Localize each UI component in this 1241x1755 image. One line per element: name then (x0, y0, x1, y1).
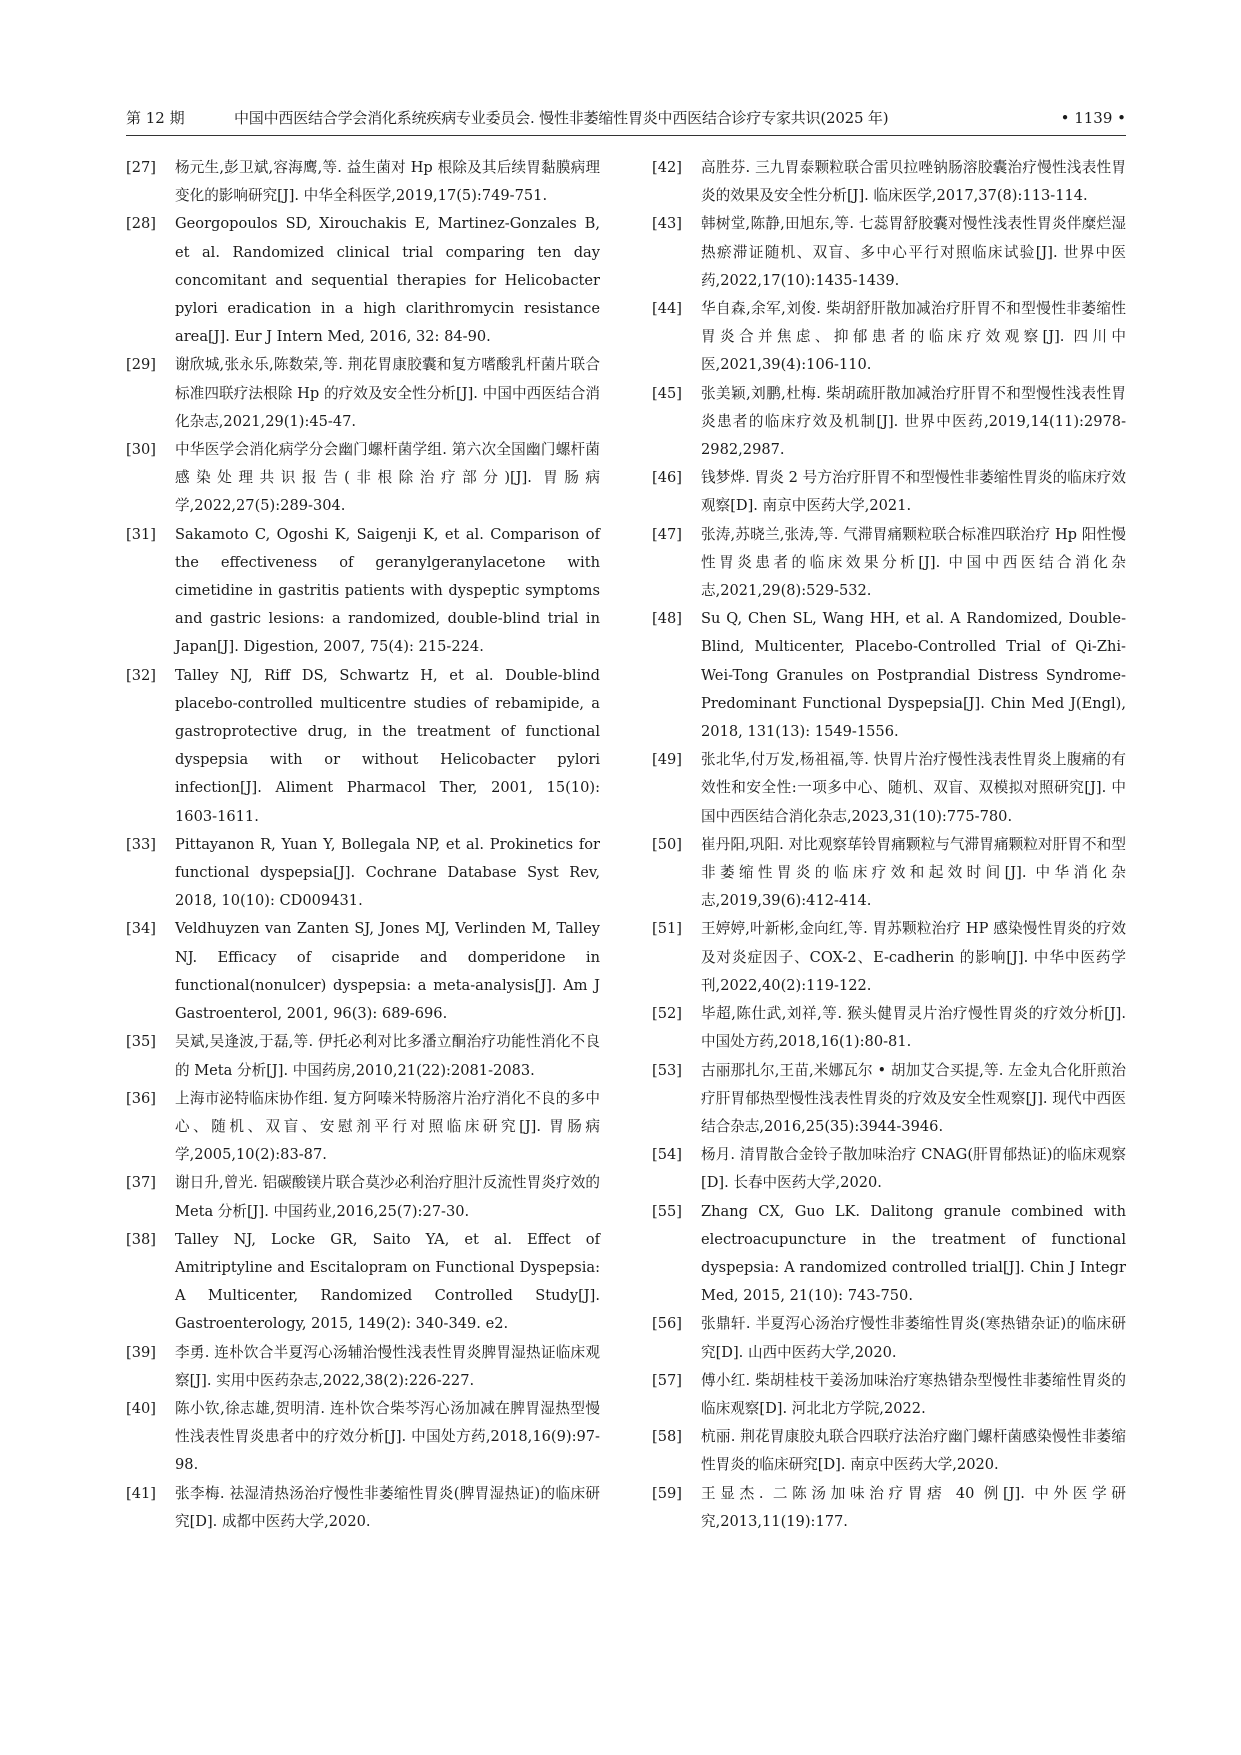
reference-entry (126, 436, 600, 521)
reference-number: [50] (652, 835, 682, 853)
reference-number: [37] (126, 1174, 156, 1192)
reference-number: [46] (652, 469, 682, 487)
reference-entry (652, 1480, 1126, 1536)
reference-entry (652, 915, 1126, 1000)
reference-text: 韩树堂,陈静,田旭东,等. 七蕊胃舒胶囊对慢性浅表性胃炎伴糜烂湿热瘀滞证随机、双盲、多中心平行对照临床试验[J]. 世界中医药,2022,17(10):1435-1439. (701, 215, 1126, 289)
references-column-right (652, 154, 1126, 1536)
reference-text: 杨月. 清胃散合金铃子散加味治疗 CNAG(肝胃郁热证)的临床观察[D]. 长春中医药大学,2020. (701, 1146, 1126, 1192)
reference-number: [38] (126, 1230, 156, 1248)
issue-number: 第 12 期 (126, 109, 185, 127)
reference-entry (652, 1367, 1126, 1423)
reference-text: 王婷婷,叶新彬,金向红,等. 胃苏颗粒治疗 HP 感染慢性胃炎的疗效及对炎症因子、COX-2、E-cadherin 的影响[J]. 中华中医药学刊,2022,40(2):119-122. (701, 920, 1126, 994)
reference-number: [48] (652, 610, 682, 628)
reference-text: 张李梅. 祛湿清热汤治疗慢性非萎缩性胃炎(脾胃湿热证)的临床研究[D]. 成都中医药大学,2020. (175, 1484, 600, 1530)
reference-text: 谢欣城,张永乐,陈数荣,等. 荆花胃康胶囊和复方嗜酸乳杆菌片联合标准四联疗法根除 Hp 的疗效及安全性分析[J]. 中国中西医结合消化杂志,2021,29(1):45-47. (175, 356, 600, 430)
reference-text: Veldhuyzen van Zanten SJ, Jones MJ, Verlinden M, Talley NJ. Efficacy of cisapride and domperidone in functional(nonulcer) dyspepsia: a meta-analysis[J]. Am J Gastroenterol, 2001, 96(3): 689-696. (175, 920, 600, 1023)
reference-number: [30] (126, 441, 156, 459)
reference-number: [45] (652, 384, 682, 402)
reference-text: 毕超,陈仕武,刘祥,等. 猴头健胃灵片治疗慢性胃炎的疗效分析[J]. 中国处方药,2018,16(1):80-81. (701, 1005, 1126, 1051)
reference-text: Talley NJ, Locke GR, Saito YA, et al. Effect of Amitriptyline and Escitalopram on Functional Dyspepsia: A Multicenter, Randomized Controlled Study[J]. Gastroenterology, 2015, 149(2): 340-349. e2. (175, 1230, 600, 1333)
reference-entry (126, 1169, 600, 1225)
reference-number: [44] (652, 300, 682, 318)
reference-text: 上海市泌特临床协作组. 复方阿嗪米特肠溶片治疗消化不良的多中心、随机、双盲、安慰剂平行对照临床研究[J]. 胃肠病学,2005,10(2):83-87. (175, 1089, 600, 1164)
reference-number: [42] (652, 159, 682, 176)
reference-entry (126, 1395, 600, 1480)
reference-text: Su Q, Chen SL, Wang HH, et al. A Randomized, Double-Blind, Multicenter, Placebo-Controlled Trial of Qi-Zhi-Wei-Tong Granules on Postprandial Distress Syndrome-Predominant Functional Dyspepsia[J]. Chin Med J(Engl), 2018, 131(13): 1549-1556. (701, 610, 1126, 741)
reference-number: [41] (126, 1484, 156, 1502)
reference-text: 张涛,苏晓兰,张涛,等. 气滞胃痛颗粒联合标准四联治疗 Hp 阳性慢性胃炎患者的临床效果分析[J]. 中国中西医结合消化杂志,2021,29(8):529-532. (701, 525, 1126, 600)
reference-text: 杨元生,彭卫斌,容海鹰,等. 益生菌对 Hp 根除及其后续胃黏膜病理变化的影响研究[J]. 中华全科医学,2019,17(5):749-751. (175, 159, 600, 205)
reference-entry (652, 831, 1126, 916)
reference-entry (126, 915, 600, 1028)
reference-number: [57] (652, 1371, 682, 1389)
reference-number: [36] (126, 1089, 156, 1107)
reference-entry (652, 1141, 1126, 1197)
reference-entry (652, 1000, 1126, 1056)
reference-entry (126, 210, 600, 351)
running-title: 中国中西医结合学会消化系统疾病专业委员会. 慢性非萎缩性胃炎中西医结合诊疗专家共识(2025 年) (234, 109, 889, 127)
reference-entry (126, 1339, 600, 1395)
reference-text: 钱梦烨. 胃炎 2 号方治疗肝胃不和型慢性非萎缩性胃炎的临床疗效观察[D]. 南京中医药大学,2021. (701, 469, 1126, 515)
reference-entry (652, 1198, 1126, 1311)
reference-number: [35] (126, 1033, 156, 1051)
reference-number: [39] (126, 1343, 156, 1361)
reference-text: 华自森,余军,刘俊. 柴胡舒肝散加减治疗肝胃不和型慢性非萎缩性胃炎合并焦虑、抑郁患者的临床疗效观察[J]. 四川中医,2021,39(4):106-110. (701, 300, 1126, 374)
reference-number: [28] (126, 215, 156, 233)
reference-text: 古丽那扎尔,王苗,米娜瓦尔 • 胡加艾合买提,等. 左金丸合化肝煎治疗肝胃郁热型慢性浅表性胃炎的疗效及安全性观察[J]. 现代中西医结合杂志,2016,25(35):3944-3946. (701, 1061, 1126, 1135)
reference-text: 张鼎轩. 半夏泻心汤治疗慢性非萎缩性胃炎(寒热错杂证)的临床研究[D]. 山西中医药大学,2020. (701, 1315, 1126, 1361)
reference-entry (652, 521, 1126, 606)
reference-number: [51] (652, 920, 682, 938)
reference-entry (126, 154, 600, 210)
reference-entry (652, 210, 1126, 295)
reference-text: 吴斌,吴逢波,于磊,等. 伊托必利对比多潘立酮治疗功能性消化不良的 Meta 分析[J]. 中国药房,2010,21(22):2081-2083. (175, 1033, 600, 1079)
header-rule (126, 135, 1126, 136)
reference-number: [58] (652, 1428, 682, 1446)
reference-number: [53] (652, 1061, 682, 1079)
reference-text: Georgopoulos SD, Xirouchakis E, Martinez-Gonzales B, et al. Randomized clinical trial comparing ten day concomitant and sequential therapies for Helicobacter pylori eradication in a high clarithromycin resistance area[J]. Eur J Intern Med, 2016, 32: 84-90. (175, 215, 600, 346)
reference-text: 中华医学会消化病学分会幽门螺杆菌学组. 第六次全国幽门螺杆菌感染处理共识报告(非根除治疗部分)[J]. 胃肠病学,2022,27(5):289-304. (175, 441, 600, 515)
reference-entry (652, 1057, 1126, 1142)
reference-text: 张北华,付万发,杨祖福,等. 快胃片治疗慢性浅表性胃炎上腹痛的有效性和安全性:一项多中心、随机、双盲、双模拟对照研究[J]. 中国中西医结合消化杂志,2023,31(10):775-780. (701, 751, 1126, 825)
reference-entry (652, 380, 1126, 465)
reference-entry (126, 1480, 600, 1536)
reference-number: [31] (126, 525, 156, 543)
reference-number: [34] (126, 920, 156, 938)
reference-entry (126, 1085, 600, 1170)
reference-number: [52] (652, 1005, 682, 1023)
reference-entry (126, 351, 600, 436)
reference-number: [43] (652, 215, 682, 233)
reference-text: 张美颖,刘鹏,杜梅. 柴胡疏肝散加减治疗肝胃不和型慢性浅表性胃炎患者的临床疗效及机制[J]. 世界中医药,2019,14(11):2978-2982,2987. (701, 384, 1126, 459)
reference-text: 谢日升,曾光. 铝碳酸镁片联合莫沙必利治疗胆汁反流性胃炎疗效的 Meta 分析[J]. 中国药业,2016,25(7):27-30. (175, 1174, 600, 1220)
reference-number: [55] (652, 1202, 682, 1220)
reference-entry (126, 521, 600, 662)
reference-entry (126, 1226, 600, 1339)
reference-text: 陈小钦,徐志雄,贺明清. 连朴饮合柴芩泻心汤加减在脾胃湿热型慢性浅表性胃炎患者中的疗效分析[J]. 中国处方药,2018,16(9):97-98. (175, 1399, 600, 1474)
reference-text: 李勇. 连朴饮合半夏泻心汤辅治慢性浅表性胃炎脾胃湿热证临床观察[J]. 实用中医药杂志,2022,38(2):226-227. (175, 1343, 600, 1389)
reference-text: 杭丽. 荆花胃康胶丸联合四联疗法治疗幽门螺杆菌感染慢性非萎缩性胃炎的临床研究[D]. 南京中医药大学,2020. (701, 1428, 1126, 1474)
reference-number: [59] (652, 1484, 682, 1502)
reference-entry (652, 605, 1126, 746)
running-header (126, 104, 1126, 132)
reference-number: [40] (126, 1399, 156, 1417)
reference-number: [32] (126, 666, 156, 684)
reference-text: 高胜芬. 三九胃泰颗粒联合雷贝拉唑钠肠溶胶囊治疗慢性浅表性胃炎的效果及安全性分析[J]. 临床医学,2017,37(8):113-114. (701, 159, 1126, 205)
reference-number: [33] (126, 835, 156, 853)
reference-entry (652, 1423, 1126, 1479)
page-number: • 1139 • (1060, 109, 1126, 127)
reference-number: [56] (652, 1315, 682, 1333)
references-column-left (126, 154, 600, 1536)
reference-text: 傅小红. 柴胡桂枝干姜汤加味治疗寒热错杂型慢性非萎缩性胃炎的临床观察[D]. 河北北方学院,2022. (701, 1371, 1126, 1417)
reference-text: 王显杰. 二陈汤加味治疗胃痞 40 例[J]. 中外医学研究,2013,11(19):177. (701, 1484, 1126, 1530)
reference-text: Zhang CX, Guo LK. Dalitong granule combined with electroacupuncture in the treatment of functional dyspepsia: A randomized controlled trial[J]. Chin J Integr Med, 2015, 21(10): 743-750. (701, 1202, 1126, 1305)
reference-text: Pittayanon R, Yuan Y, Bollegala NP, et al. Prokinetics for functional dyspepsia[J]. Cochrane Database Syst Rev, 2018, 10(10): CD009431. (175, 835, 600, 910)
reference-number: [47] (652, 525, 682, 543)
reference-entry (652, 1310, 1126, 1366)
reference-number: [54] (652, 1146, 682, 1164)
reference-number: [29] (126, 356, 156, 374)
reference-number: [27] (126, 159, 156, 176)
reference-entry (126, 831, 600, 916)
reference-entry (126, 1028, 600, 1084)
reference-entry (652, 154, 1126, 210)
reference-text: 崔丹阳,巩阳. 对比观察荜铃胃痛颗粒与气滞胃痛颗粒对肝胃不和型非萎缩性胃炎的临床疗效和起效时间[J]. 中华消化杂志,2019,39(6):412-414. (701, 835, 1126, 910)
reference-entry (652, 746, 1126, 831)
reference-entry (126, 662, 600, 831)
reference-text: Talley NJ, Riff DS, Schwartz H, et al. Double-blind placebo-controlled multicentre studies of rebamipide, a gastroprotective drug, in the treatment of functional dyspepsia with or without Helicobacter pylori infection[J]. Aliment Pharmacol Ther, 2001, 15(10): 1603-1611. (175, 666, 600, 825)
reference-number: [49] (652, 751, 682, 769)
reference-entry (652, 295, 1126, 380)
reference-text: Sakamoto C, Ogoshi K, Saigenji K, et al. Comparison of the effectiveness of geranylgeranylacetone with cimetidine in gastritis patients with dyspeptic symptoms and gastric lesions: a randomized, double-blind trial in Japan[J]. Digestion, 2007, 75(4): 215-224. (175, 525, 600, 656)
reference-entry (652, 464, 1126, 520)
